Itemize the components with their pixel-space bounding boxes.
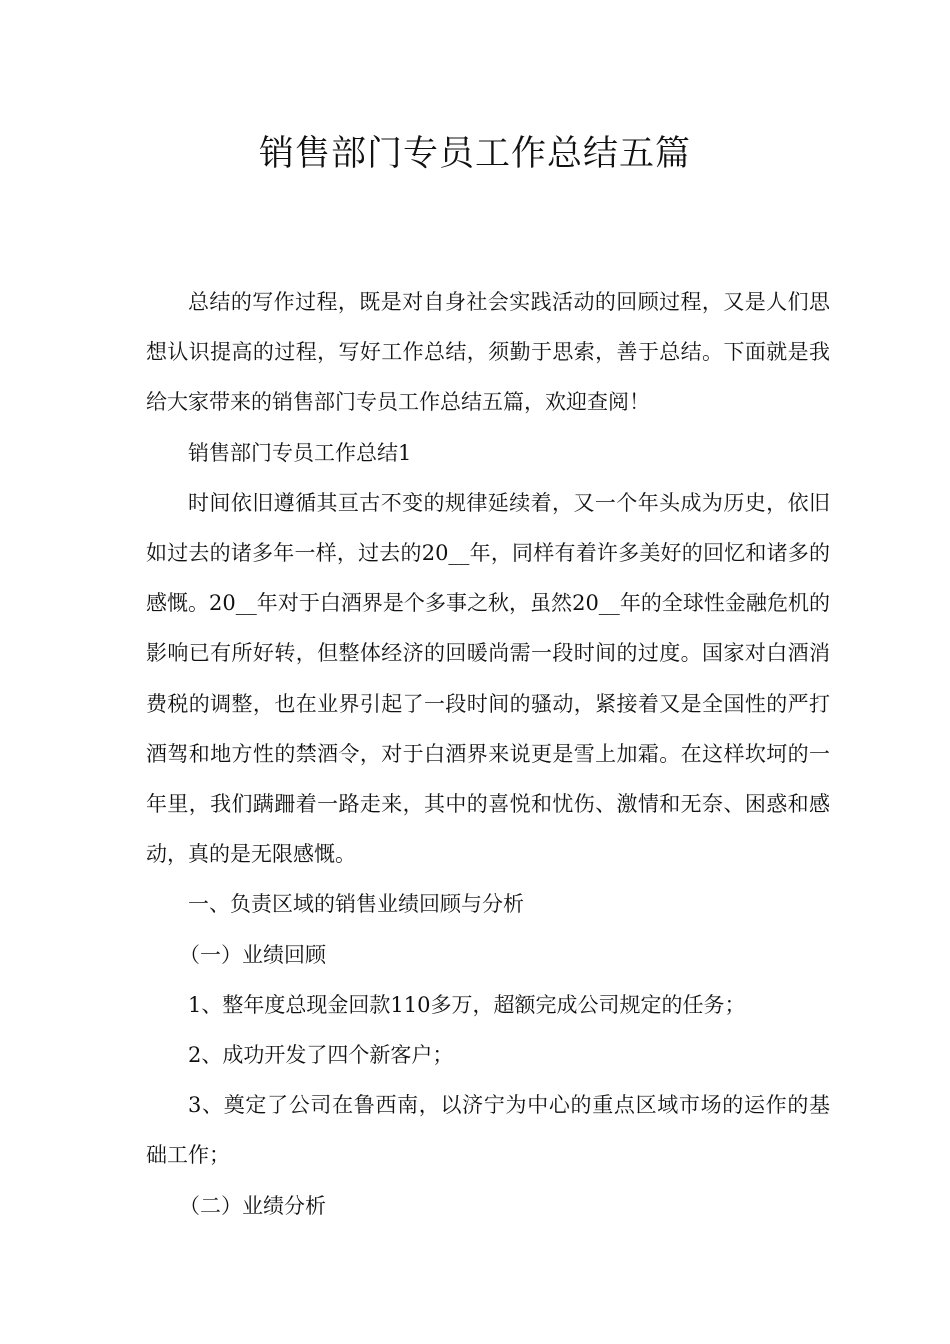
subheading-performance-review: （一）业绩回顾	[179, 942, 326, 967]
document-title: 销售部门专员工作总结五篇	[258, 134, 691, 174]
list-item: 1、整年度总现金回款110多万，超额完成公司规定的任务；	[188, 992, 746, 1017]
intro-paragraph: 总结的写作过程，既是对自身社会实践活动的回顾过程，又是人们思想认识提高的过程，写好工作总结，须勤于思索，善于总结。下面就是我给大家带来的销售部门专员工作总结五篇，欢迎查阅！	[146, 290, 830, 415]
body-paragraph: 时间依旧遵循其亘古不变的规律延续着，又一个年头成为历史，依旧如过去的诸多年一样，过去的20__年，同样有着许多美好的回忆和诸多的感慨。20__年对于白酒界是个多事之秋，虽然20__年的全球性金融危机的影响已有所好转，但整体经济的回暖尚需一段时间的过度。国家对白酒消费税的调整，也在业界引起了一段时间的骚动，紧接着又是全国性的严打酒驾和地方性的禁酒令，对于白酒界来说更是雪上加霜。在这样坎坷的一年里，我们蹒跚着一路走来，其中的喜悦和忧伤、激情和无奈、困惑和感动，真的是无限感慨。	[146, 490, 830, 867]
list-item: 3、奠定了公司在鲁西南，以济宁为中心的重点区域市场的运作的基础工作；	[146, 1093, 830, 1168]
list-item: 2、成功开发了四个新客户；	[188, 1043, 454, 1068]
document-body	[146, 277, 830, 1231]
subheading-performance-analysis: （二）业绩分析	[179, 1193, 326, 1218]
section-heading-summary-1: 销售部门专员工作总结1	[188, 440, 412, 465]
section-heading-sales-review: 一、负责区域的销售业绩回顾与分析	[188, 892, 524, 917]
